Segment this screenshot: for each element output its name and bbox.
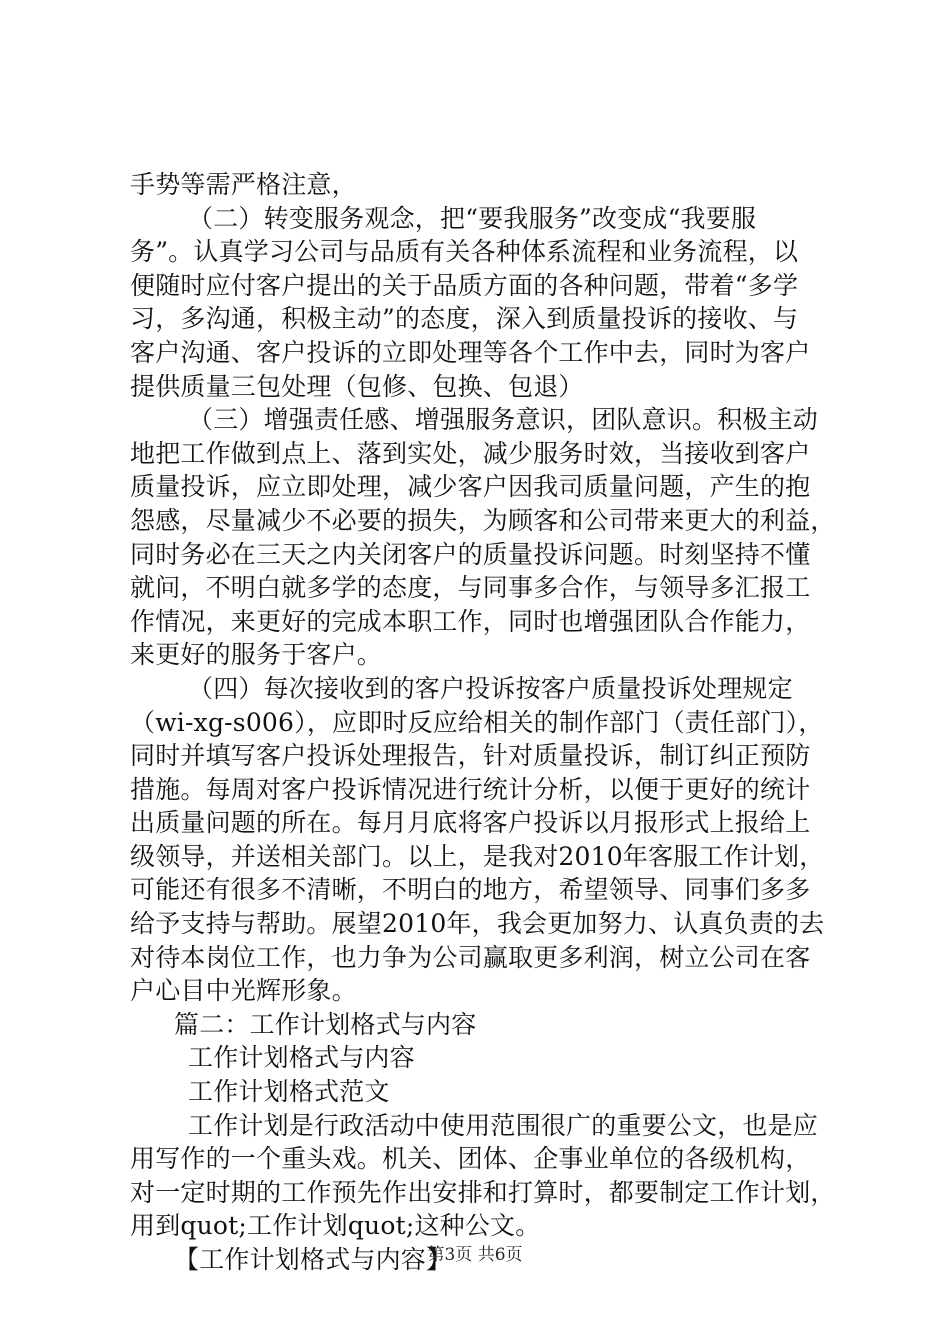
text-line: 习，多沟通，积极主动”的态度，深入到质量投诉的接收、与 — [130, 304, 799, 334]
document-body — [130, 168, 836, 1277]
paragraph-start-line: （三）增强责任感、增强服务意识，团队意识。积极主动 — [188, 405, 819, 435]
paragraph-start-line: （二）转变服务观念，把“要我服务”改变成“我要服 — [188, 203, 757, 233]
subheading: 工作计划格式范文 — [188, 1077, 390, 1107]
text-line: 来更好的服务于客户。 — [130, 640, 383, 670]
text-line: 手势等需严格注意， — [130, 170, 357, 199]
text-line: 用到quot;工作计划quot;这种公文。 — [130, 1211, 541, 1241]
text-line: 务”。认真学习公司与品质有关各种体系流程和业务流程，以 — [130, 237, 799, 267]
bracket-heading: 【工作计划格式与内容】 — [174, 1245, 452, 1274]
text-line: 质量投诉，应立即处理，减少客户因我司质量问题，产生的抱 — [130, 472, 811, 502]
text-line: 提供质量三包处理（包修、包换、包退） — [130, 371, 584, 401]
text-line: 怨感，尽量减少不必要的损失，为顾客和公司带来更大的利益， — [130, 505, 836, 535]
text-line: 同时务必在三天之内关闭客户的质量投诉问题。时刻坚持不懂 — [130, 539, 811, 569]
text-line: 地把工作做到点上、落到实处，减少服务时效，当接收到客户 — [130, 438, 811, 468]
text-line: 对一定时期的工作预先作出安排和打算时，都要制定工作计划， — [130, 1177, 836, 1207]
text-line: 对待本岗位工作，也力争为公司赢取更多利润，树立公司在客 — [130, 942, 811, 972]
text-line: 措施。每周对客户投诉情况进行统计分析，以便于更好的统计 — [130, 774, 811, 804]
paragraph-start-line: 工作计划是行政活动中使用范围很广的重要公文，也是应 — [188, 1110, 819, 1140]
subheading: 工作计划格式与内容 — [188, 1043, 415, 1073]
page-footer — [0, 1244, 950, 1266]
text-line: 用写作的一个重头戏。机关、团体、企事业单位的各级机构， — [130, 1144, 811, 1174]
text-line: 同时并填写客户投诉处理报告，针对质量投诉，制订纠正预防 — [130, 741, 811, 771]
text-line: 就问，不明白就多学的态度，与同事多合作，与领导多汇报工 — [130, 573, 811, 603]
text-line: 给予支持与帮助。展望2010年，我会更加努力、认真负责的去 — [130, 909, 825, 939]
text-line: 出质量问题的所在。每月月底将客户投诉以月报形式上报给上 — [130, 808, 811, 838]
text-line: 便随时应付客户提出的关于品质方面的各种问题，带着“多学 — [130, 270, 799, 300]
text-line: 可能还有很多不清晰，不明白的地方，希望领导、同事们多多 — [130, 875, 811, 905]
paragraph-start-line: （四）每次接收到的客户投诉按客户质量投诉处理规定 — [188, 673, 793, 703]
text-line: （wi-xg-s006），应即时反应给相关的制作部门（责任部门）， — [130, 707, 824, 737]
text-line: 作情况，来更好的完成本职工作，同时也增强团队合作能力， — [130, 606, 811, 636]
text-line: 客户沟通、客户投诉的立即处理等各个工作中去，同时为客户 — [130, 337, 811, 367]
text-line: 级领导，并送相关部门。以上，是我对2010年客服工作计划， — [130, 841, 825, 871]
section-heading: 篇二：工作计划格式与内容 — [174, 1009, 477, 1039]
page-number-label: 第3页 共6页 — [427, 1245, 523, 1265]
text-line: 户心目中光辉形象。 — [130, 976, 357, 1006]
